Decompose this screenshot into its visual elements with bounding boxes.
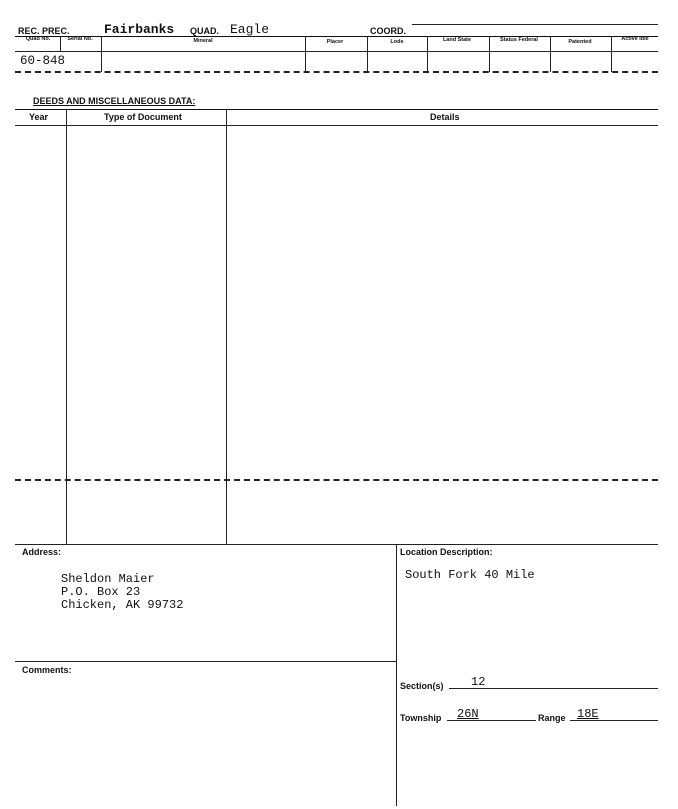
divider xyxy=(611,36,612,72)
divider xyxy=(60,36,61,52)
address-label: Address: xyxy=(22,547,62,557)
address-line: Chicken, AK 99732 xyxy=(61,598,184,612)
header-mid-rule xyxy=(15,51,658,52)
divider xyxy=(367,36,368,72)
col-status-federal: Status Federal xyxy=(500,37,538,43)
sections-label: Section(s) xyxy=(400,681,444,691)
deeds-dashed-rule xyxy=(15,479,658,481)
col-quad-no: Quad No. xyxy=(25,36,51,42)
col-active-idle: Active Idle xyxy=(621,36,649,42)
range-label: Range xyxy=(538,713,566,723)
township-value: 26N xyxy=(457,707,479,721)
year-header: Year xyxy=(29,112,49,122)
type-of-document-header: Type of Document xyxy=(104,112,182,122)
location-description-label: Location Description: xyxy=(400,547,493,557)
address-block xyxy=(61,573,183,612)
deeds-bottom-rule xyxy=(15,544,658,545)
comments-label: Comments: xyxy=(22,665,72,675)
deeds-header-rule xyxy=(15,125,658,126)
deeds-top-rule xyxy=(15,109,658,110)
col-land-state: Land State xyxy=(442,37,472,43)
divider xyxy=(489,36,490,72)
rec-prec-label: REC. PREC. xyxy=(18,26,70,36)
divider xyxy=(550,36,551,72)
record-row-dashed-rule xyxy=(15,71,658,73)
header-top-rule xyxy=(15,36,658,37)
divider xyxy=(427,36,428,72)
col-placer: Placer xyxy=(326,39,344,45)
comments-top-rule xyxy=(15,661,396,662)
col-mineral: Mineral xyxy=(193,38,213,44)
location-description-value: South Fork 40 Mile xyxy=(405,568,535,582)
deeds-section-title: DEEDS AND MISCELLANEOUS DATA: xyxy=(33,96,196,106)
quad-value: Eagle xyxy=(230,22,270,37)
range-value: 18E xyxy=(577,707,599,721)
sections-value: 12 xyxy=(471,675,486,689)
details-header: Details xyxy=(430,112,460,122)
address-line: Sheldon Maier xyxy=(61,572,155,586)
coord-blank-line xyxy=(412,24,658,25)
coord-label: COORD. xyxy=(370,26,406,36)
divider xyxy=(101,36,102,72)
col-serial-no: Serial No. xyxy=(67,36,93,42)
quad-no-value: 60-848 xyxy=(20,54,66,68)
rec-prec-value: Fairbanks xyxy=(104,22,175,37)
lower-center-divider xyxy=(396,544,397,806)
col-lode: Lode xyxy=(390,39,404,45)
col-patented: Patented xyxy=(568,39,592,45)
township-label: Township xyxy=(400,713,442,723)
divider xyxy=(305,36,306,72)
address-line: P.O. Box 23 xyxy=(61,585,141,599)
quad-label: QUAD. xyxy=(190,26,219,36)
